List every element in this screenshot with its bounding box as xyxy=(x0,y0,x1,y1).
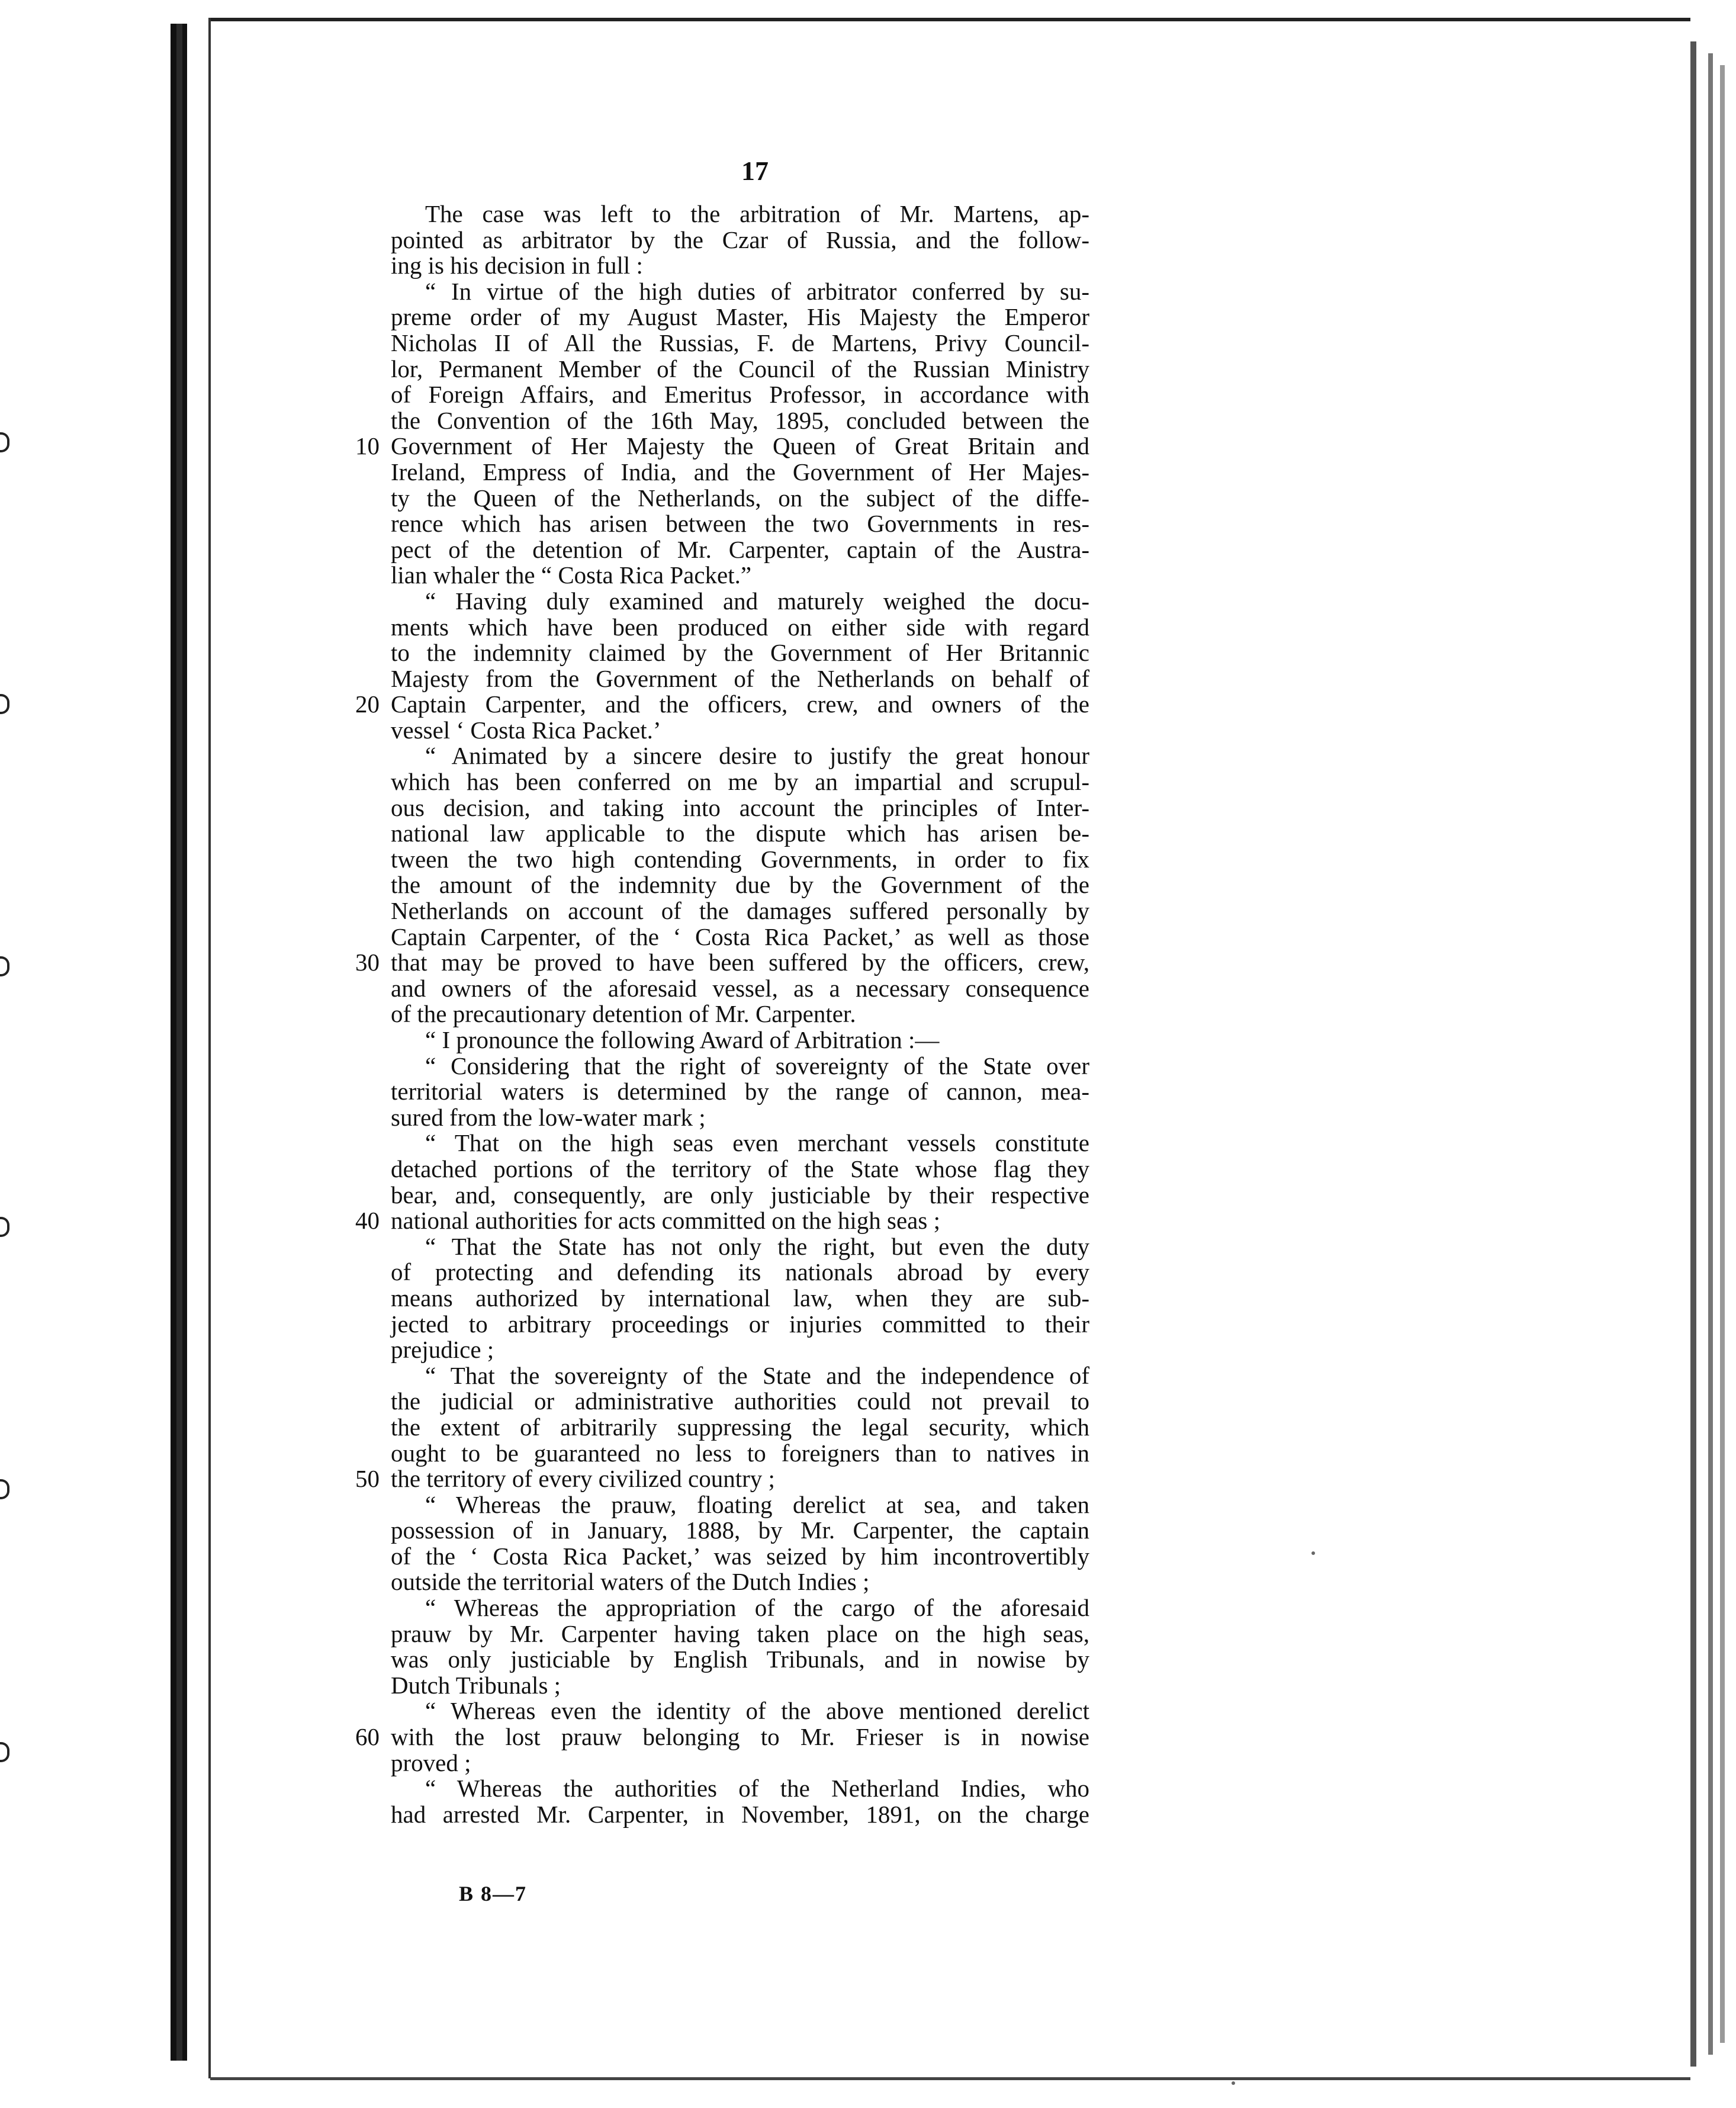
binding-shadow-inner xyxy=(176,24,182,2061)
text-line: which has been conferred on me by an impartial and scrupul- xyxy=(391,768,1089,796)
text-line: Dutch Tribunals ; xyxy=(391,1671,561,1699)
facing-page-mark xyxy=(0,432,9,452)
text-line: and owners of the aforesaid vessel, as a necessary consequence xyxy=(391,974,1089,1002)
facing-page-mark xyxy=(0,694,9,714)
text-line: Captain Carpenter, of the ‘ Costa Rica Packet,’ as well as those xyxy=(391,923,1089,950)
facing-page-mark xyxy=(0,956,9,976)
text-line: Netherlands on account of the damages suffered personally by xyxy=(391,897,1089,925)
facing-page-mark xyxy=(0,1479,9,1499)
facing-page-mark xyxy=(0,1217,9,1237)
page-edge-top xyxy=(210,18,1690,21)
text-line: ous decision, and taking into account the principles of Inter- xyxy=(391,793,1089,821)
text-line: tween the two high contending Governments, in order to fix xyxy=(391,845,1089,873)
page-edge-right-3 xyxy=(1720,65,1725,2043)
text-line: with the lost prauw belonging to Mr. Frieser is in nowise xyxy=(391,1723,1089,1751)
text-line: preme order of my August Master, His Majesty the Emperor xyxy=(391,303,1089,331)
text-line: vessel ‘ Costa Rica Packet.’ xyxy=(391,716,661,744)
text-line: to the indemnity claimed by the Government of Her Britannic xyxy=(391,639,1089,667)
text-line: “ Whereas the authorities of the Netherland Indies, who xyxy=(425,1775,1089,1802)
text-line: “ That on the high seas even merchant vessels constitute xyxy=(425,1129,1089,1157)
line-number: 50 xyxy=(355,1465,380,1493)
text-line: that may be proved to have been suffered by the officers, crew, xyxy=(391,949,1089,976)
text-line: ing is his decision in full : xyxy=(391,252,643,279)
text-line: ought to be guaranteed no less to foreigners than to natives in xyxy=(391,1439,1089,1467)
scan-speck xyxy=(1232,2081,1235,2085)
line-number: 60 xyxy=(355,1723,380,1751)
text-line: the judicial or administrative authorities could not prevail to xyxy=(391,1387,1089,1415)
text-line: ments which have been produced on either side with regard xyxy=(391,613,1089,641)
text-line: “ Whereas even the identity of the above mentioned derelict xyxy=(425,1697,1089,1725)
text-line: Nicholas II of All the Russias, F. de Martens, Privy Council- xyxy=(391,329,1089,356)
text-line: pointed as arbitrator by the Czar of Russia, and the follow- xyxy=(391,226,1089,253)
printer-signature: B 8—7 xyxy=(459,1882,528,1905)
page-edge-right xyxy=(1690,41,1696,2067)
text-line: of Foreign Affairs, and Emeritus Professor, in accordance with xyxy=(391,381,1089,409)
text-line: “ That the State has not only the right, but even the duty xyxy=(425,1232,1089,1260)
text-line: pect of the detention of Mr. Carpenter, captain of the Austra- xyxy=(391,535,1089,563)
text-line: “ In virtue of the high duties of arbitrator conferred by su- xyxy=(425,277,1089,305)
text-line: “ Considering that the right of sovereignty of the State over xyxy=(425,1052,1089,1079)
text-line: bear, and, consequently, are only justiciable by their respective xyxy=(391,1181,1089,1209)
body-text xyxy=(391,201,1089,1827)
text-line: territorial waters is determined by the range of cannon, mea- xyxy=(391,1078,1089,1106)
text-line: means authorized by international law, when they are sub- xyxy=(391,1284,1089,1312)
text-line: Government of Her Majesty the Queen of Great Britain and xyxy=(391,432,1089,460)
text-line: the extent of arbitrarily suppressing the legal security, which xyxy=(391,1413,1089,1441)
page-edge-bottom xyxy=(210,2077,1690,2080)
line-number: 20 xyxy=(355,690,380,718)
text-line: sured from the low-water mark ; xyxy=(391,1103,706,1131)
text-line: lian whaler the “ Costa Rica Packet.” xyxy=(391,561,752,589)
text-line: “ I pronounce the following Award of Arbitration :— xyxy=(425,1026,940,1053)
page-edge-left xyxy=(208,18,211,2078)
text-line: prejudice ; xyxy=(391,1336,494,1364)
text-line: Ireland, Empress of India, and the Government of Her Majes- xyxy=(391,458,1089,486)
line-number: 10 xyxy=(355,432,380,460)
text-line: national authorities for acts committed on the high seas ; xyxy=(391,1207,940,1235)
text-line: was only justiciable by English Tribunals, and in nowise by xyxy=(391,1646,1089,1673)
text-line: outside the territorial waters of the Dutch Indies ; xyxy=(391,1568,870,1596)
text-line: proved ; xyxy=(391,1749,471,1776)
page-number: 17 xyxy=(741,156,769,186)
text-line: the Convention of the 16th May, 1895, concluded between the xyxy=(391,406,1089,434)
text-line: had arrested Mr. Carpenter, in November, 1891, on the charge xyxy=(391,1800,1089,1828)
text-line: ty the Queen of the Netherlands, on the subject of the diffe- xyxy=(391,484,1089,512)
text-line: Majesty from the Government of the Netherlands on behalf of xyxy=(391,664,1089,692)
scan-speck xyxy=(1311,1551,1315,1555)
text-line: prauw by Mr. Carpenter having taken place on the high seas, xyxy=(391,1619,1089,1647)
text-line: “ Animated by a sincere desire to justify the great honour xyxy=(425,742,1089,770)
text-line: lor, Permanent Member of the Council of the Russian Ministry xyxy=(391,355,1089,383)
text-line: the amount of the indemnity due by the Government of the xyxy=(391,871,1089,899)
line-number: 40 xyxy=(355,1207,380,1235)
line-number: 30 xyxy=(355,949,380,976)
text-line: of the precautionary detention of Mr. Carpenter. xyxy=(391,1000,856,1028)
text-line: of protecting and defending its nationals abroad by every xyxy=(391,1258,1089,1286)
text-line: the territory of every civilized country ; xyxy=(391,1465,775,1493)
page-edge-right-2 xyxy=(1708,53,1713,2055)
text-line: “ That the sovereignty of the State and the independence of xyxy=(425,1361,1089,1389)
text-line: detached portions of the territory of the State whose flag they xyxy=(391,1155,1089,1182)
text-line: possession of in January, 1888, by Mr. Carpenter, the captain xyxy=(391,1516,1089,1544)
text-line: jected to arbitrary proceedings or injuries committed to their xyxy=(391,1310,1089,1338)
text-line: The case was left to the arbitration of Mr. Martens, ap- xyxy=(425,200,1089,227)
text-line: national law applicable to the dispute which has arisen be- xyxy=(391,820,1089,847)
text-line: of the ‘ Costa Rica Packet,’ was seized by him incontrovertibly xyxy=(391,1542,1089,1570)
text-line: Captain Carpenter, and the officers, crew, and owners of the xyxy=(391,690,1089,718)
text-line: “ Whereas the appropriation of the cargo of the aforesaid xyxy=(425,1594,1089,1622)
facing-page-mark xyxy=(0,1742,9,1762)
text-line: rence which has arisen between the two Governments in res- xyxy=(391,510,1089,538)
text-line: “ Whereas the prauw, floating derelict at sea, and taken xyxy=(425,1490,1089,1518)
text-line: “ Having duly examined and maturely weighed the docu- xyxy=(425,587,1089,615)
